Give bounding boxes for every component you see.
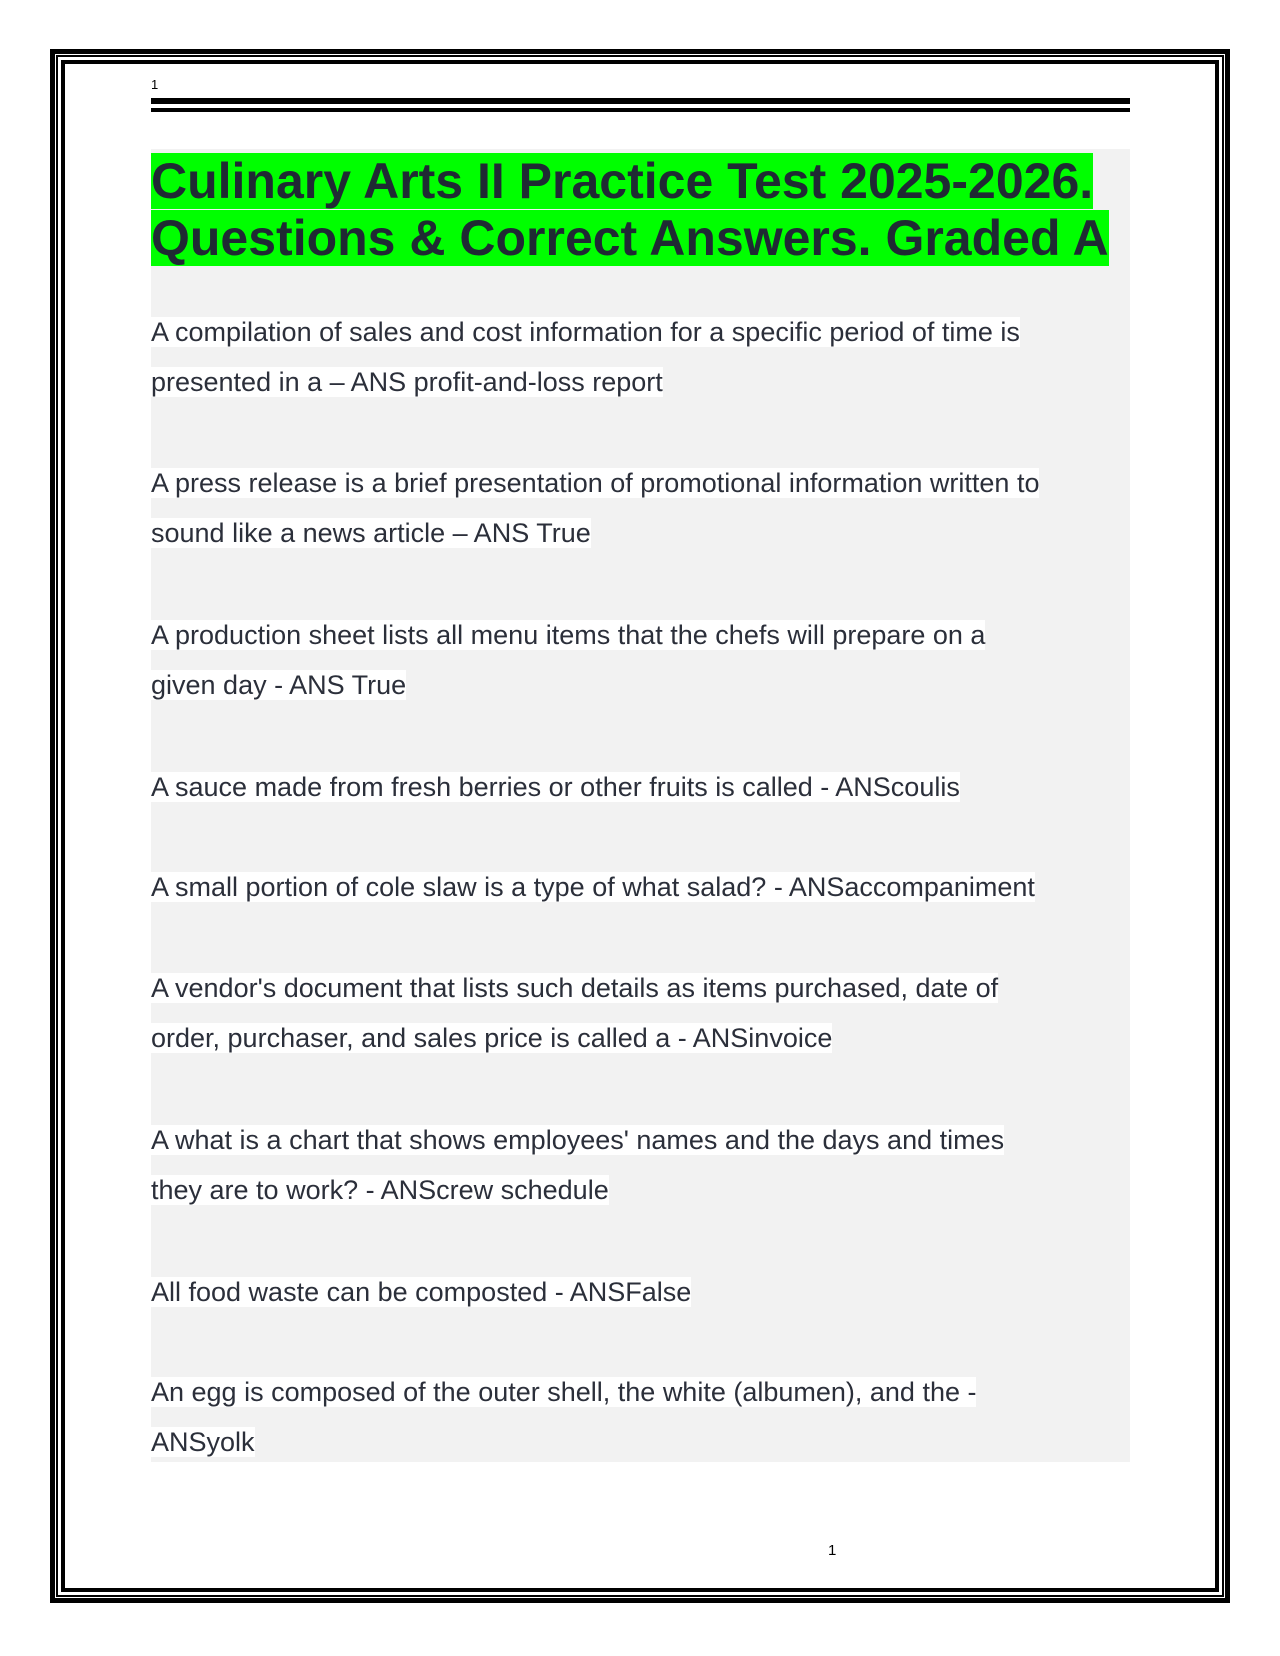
- qa-line: A compilation of sales and cost information for a specific period of time is: [151, 317, 1020, 347]
- footer-page-number: 1: [828, 1542, 837, 1559]
- qa-line: A small portion of cole slaw is a type of what salad? - ANSaccompaniment: [151, 872, 1035, 902]
- qa-line: A sauce made from fresh berries or other fruits is called - ANScoulis: [151, 772, 960, 802]
- title-line-1: Culinary Arts II Practice Test 2025-2026.: [151, 153, 1094, 209]
- qa-line: A production sheet lists all menu items that the chefs will prepare on a: [151, 620, 986, 650]
- header-rule-thick: [151, 98, 1130, 104]
- title-line-2: Questions & Correct Answers. Graded A: [151, 210, 1109, 266]
- qa-line: given day - ANS True: [151, 670, 407, 700]
- qa-line: presented in a – ANS profit-and-loss report: [151, 367, 663, 397]
- qa-item: [151, 458, 1130, 558]
- header-rule-thin: [151, 108, 1130, 112]
- qa-line: ANSyolk: [151, 1427, 255, 1457]
- qa-line: they are to work? - ANScrew schedule: [151, 1175, 609, 1205]
- qa-item: [151, 762, 1130, 812]
- qa-item: [151, 963, 1130, 1063]
- qa-line: A press release is a brief presentation of promotional information written to: [151, 468, 1040, 498]
- qa-line: An egg is composed of the outer shell, the white (albumen), and the -: [151, 1377, 977, 1407]
- qa-line: order, purchaser, and sales price is called a - ANSinvoice: [151, 1023, 833, 1053]
- header-page-number: 1: [151, 77, 159, 92]
- qa-line: All food waste can be composted - ANSFalse: [151, 1277, 692, 1307]
- qa-line: sound like a news article – ANS True: [151, 518, 591, 548]
- qa-line: A vendor's document that lists such details as items purchased, date of: [151, 973, 999, 1003]
- qa-item: [151, 1367, 1130, 1467]
- document-title: [151, 153, 1130, 267]
- qa-item: [151, 610, 1130, 710]
- qa-item: [151, 862, 1130, 912]
- qa-item: [151, 1267, 1130, 1317]
- qa-item: [151, 307, 1130, 407]
- qa-line: A what is a chart that shows employees' names and the days and times: [151, 1125, 1005, 1155]
- qa-item: [151, 1115, 1130, 1215]
